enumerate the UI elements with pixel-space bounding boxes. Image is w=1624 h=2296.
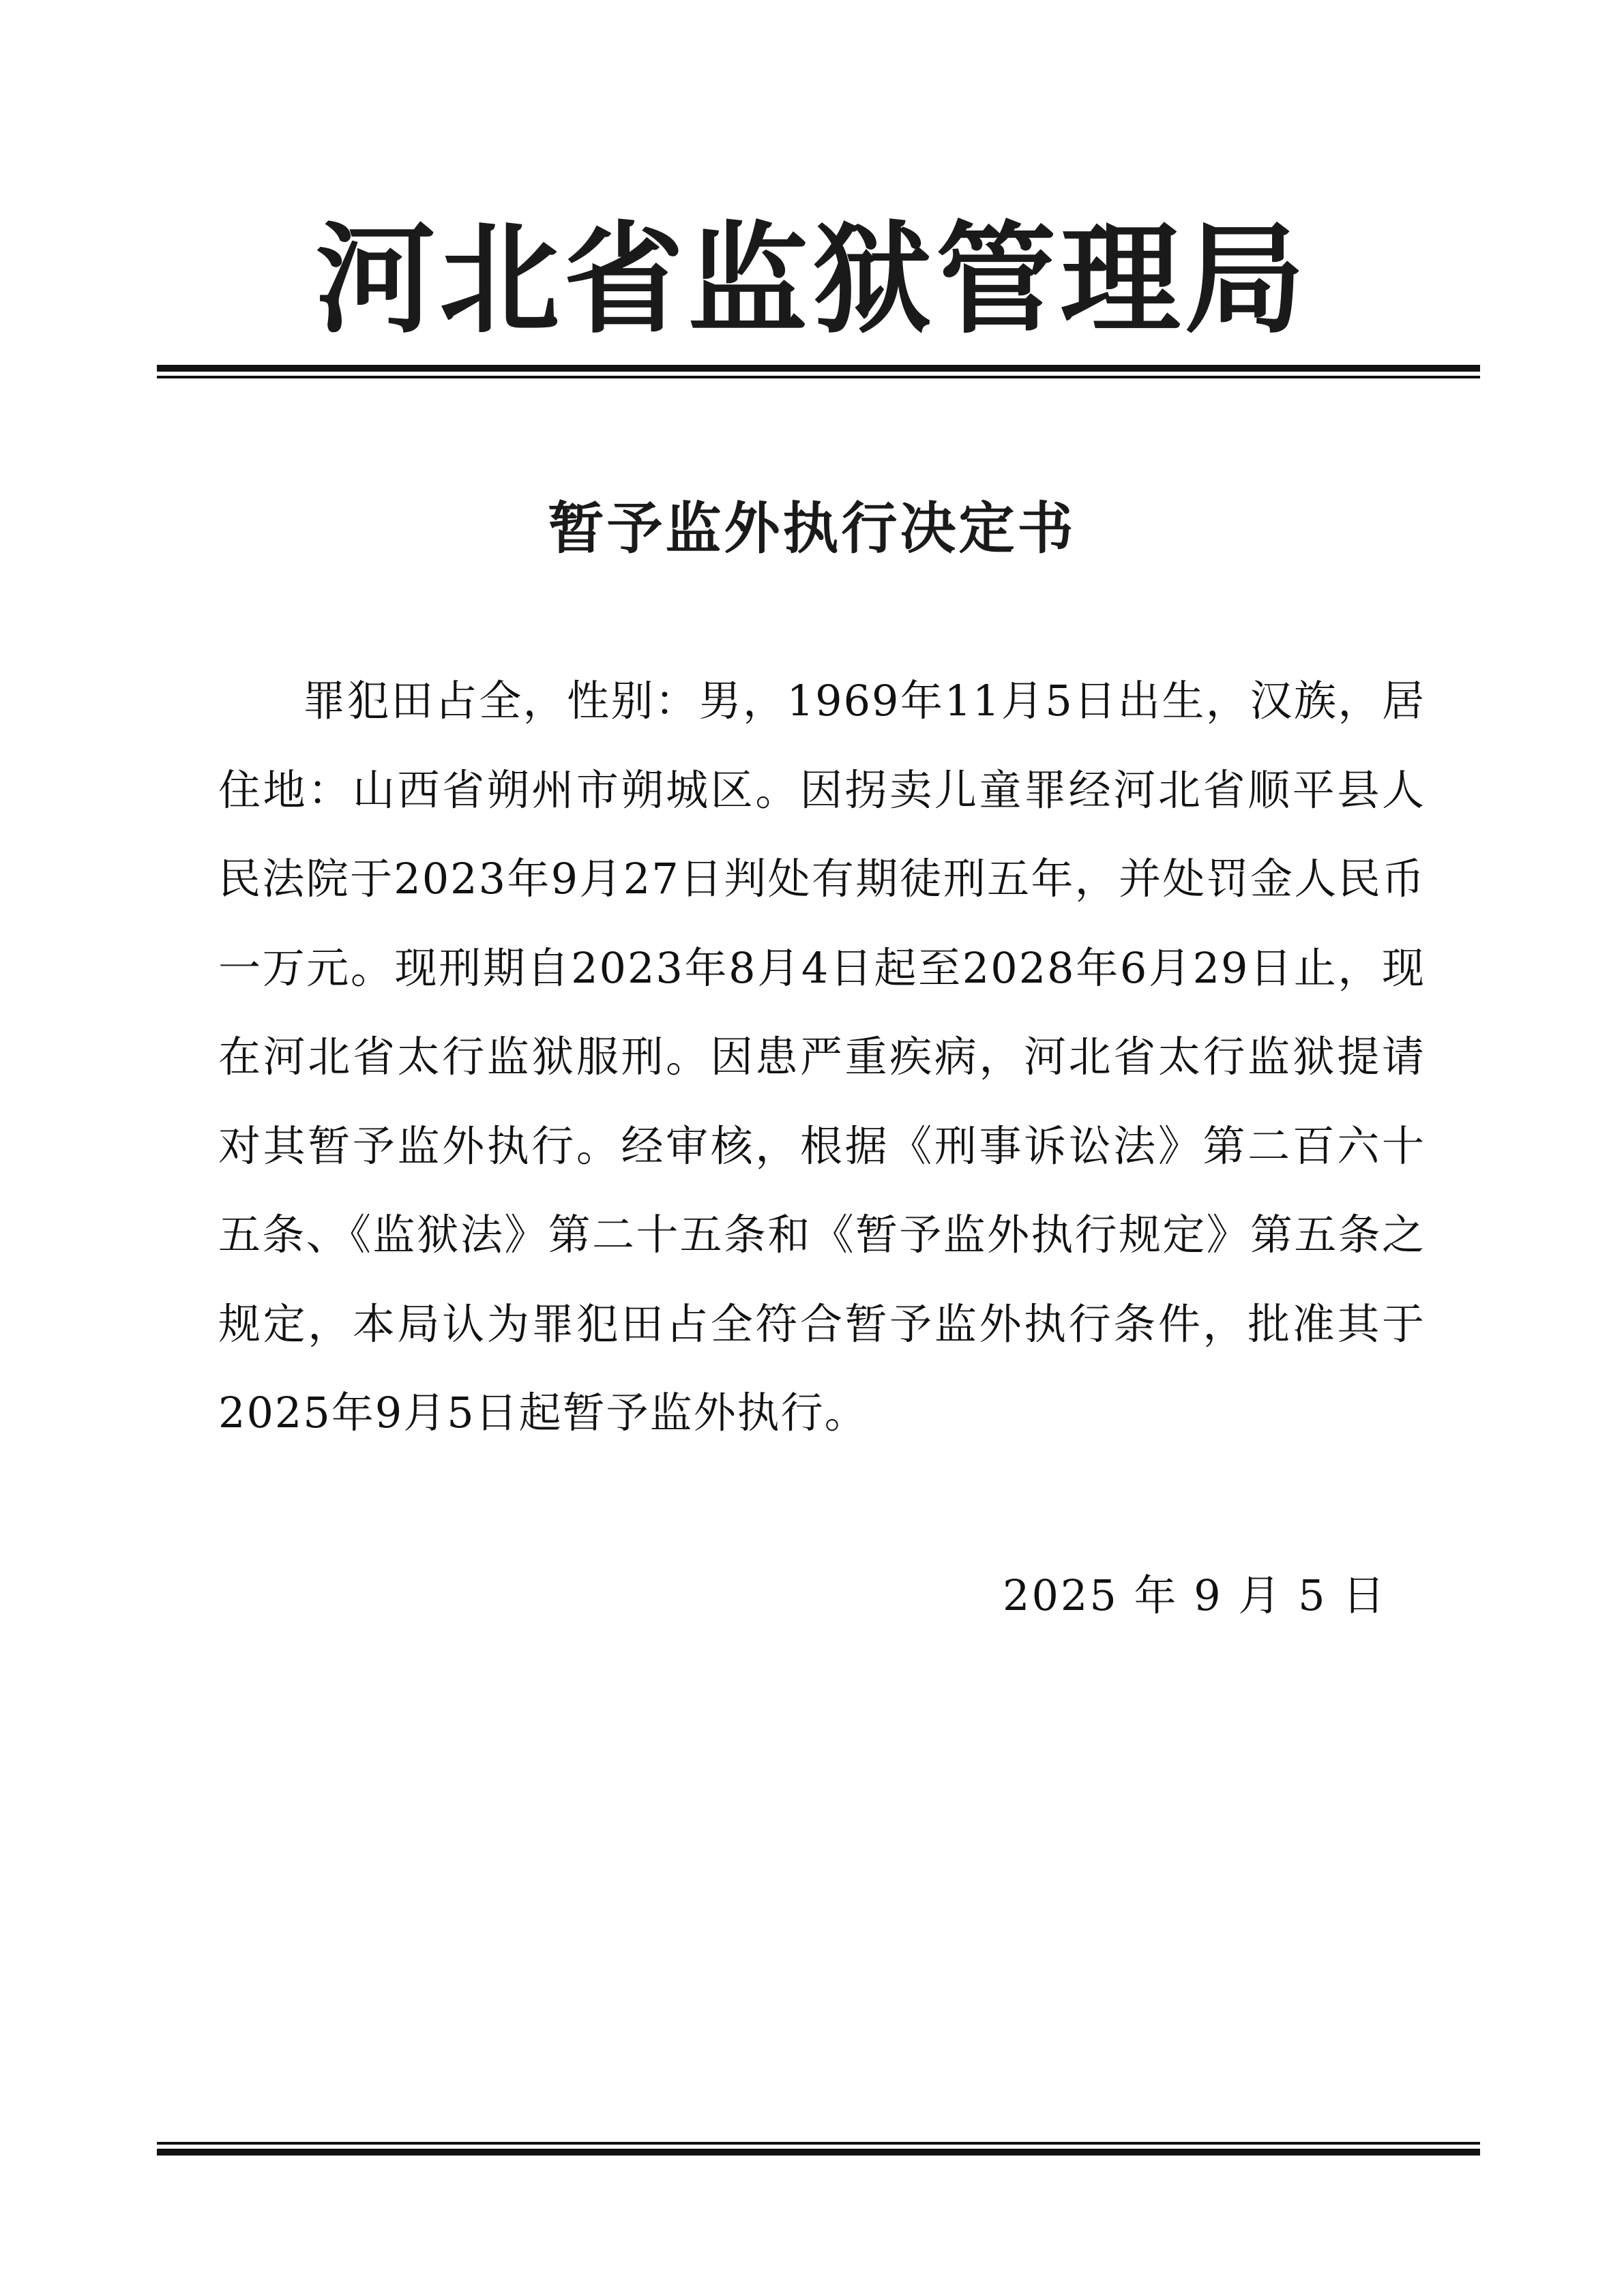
document-title: 暂予监外执行决定书 [548,496,1076,561]
footer-rule-thick [157,2149,1480,2156]
letterhead-rule-thick [157,365,1480,372]
document-date: 2025 年 9 月 5 日 [1003,1570,1387,1620]
document-body: 罪犯田占全，性别：男，1969年11月5日出生，汉族，居住地：山西省朔州市朔城区。因拐卖儿童罪经河北省顺平县人民法院于2023年9月27日判处有期徒刑五年，并处罚金人民币一万元。现刑期自2023年8月4日起至2028年6月29日止，现在河北省太行监狱服刑。因患严重疾病，河北省太行监狱提请对其暂予监外执行。经审核，根据《刑事诉讼法》第二百六十五条、《监狱法》第二十五条和《暂予监外执行规定》第五条之规定，本局认为罪犯田占全符合暂予监外执行条件，批准其于2025年9月5日起暂予监外执行。 [218,676,1426,1437]
letterhead-title: 河北省监狱管理局 [315,209,1309,350]
footer-rule-thin [157,2142,1480,2145]
letterhead-rule-thin [157,376,1480,378]
